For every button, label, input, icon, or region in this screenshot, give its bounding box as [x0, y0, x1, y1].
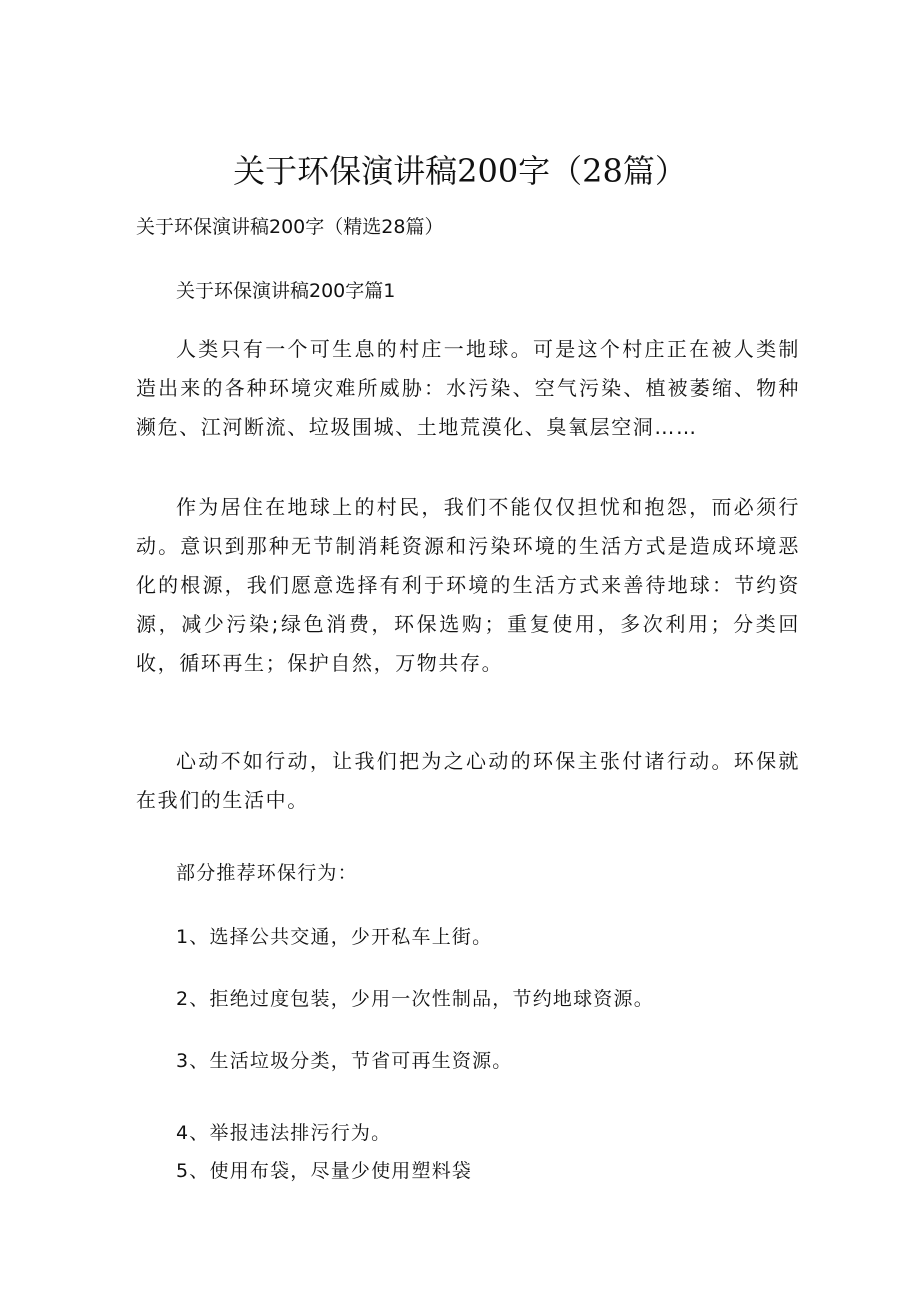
paragraph-3: 心动不如行动，让我们把为之心动的环保主张付诸行动。环保就在我们的生活中。: [136, 749, 800, 812]
paragraph-2: 作为居住在地球上的村民，我们不能仅仅担忧和抱怨，而必须行动。意识到那种无节制消耗资源和污染环境的生活方式是造成环境恶化的根源，我们愿意选择有利于环境的生活方式来善待地球：节约资源，减少污染;绿色消费，环保选购；重复使用，多次利用；分类回收，循环再生；保护自然，万物共存。: [136, 495, 800, 675]
recommend-intro: 部分推荐环保行为：: [176, 862, 358, 884]
list-item: 3、生活垃圾分类，节省可再生资源。: [176, 1050, 513, 1072]
list-item: 2、拒绝过度包装，少用一次性制品，节约地球资源。: [176, 988, 654, 1010]
list-item: 1、选择公共交通，少开私车上街。: [176, 926, 493, 948]
document-title: 关于环保演讲稿200字（28篇）: [233, 152, 687, 190]
list-item: 5、使用布袋，尽量少使用塑料袋: [176, 1160, 473, 1182]
document-subtitle: 关于环保演讲稿200字（精选28篇）: [136, 216, 444, 238]
list-item: 4、举报违法排污行为。: [176, 1122, 392, 1144]
section-heading: 关于环保演讲稿200字篇1: [176, 280, 396, 302]
paragraph-1: 人类只有一个可生息的村庄一地球。可是这个村庄正在被人类制造出来的各种环境灾难所威胁：水污染、空气污染、植被萎缩、物种濒危、江河断流、垃圾围城、土地荒漠化、臭氧层空洞……: [136, 337, 800, 439]
